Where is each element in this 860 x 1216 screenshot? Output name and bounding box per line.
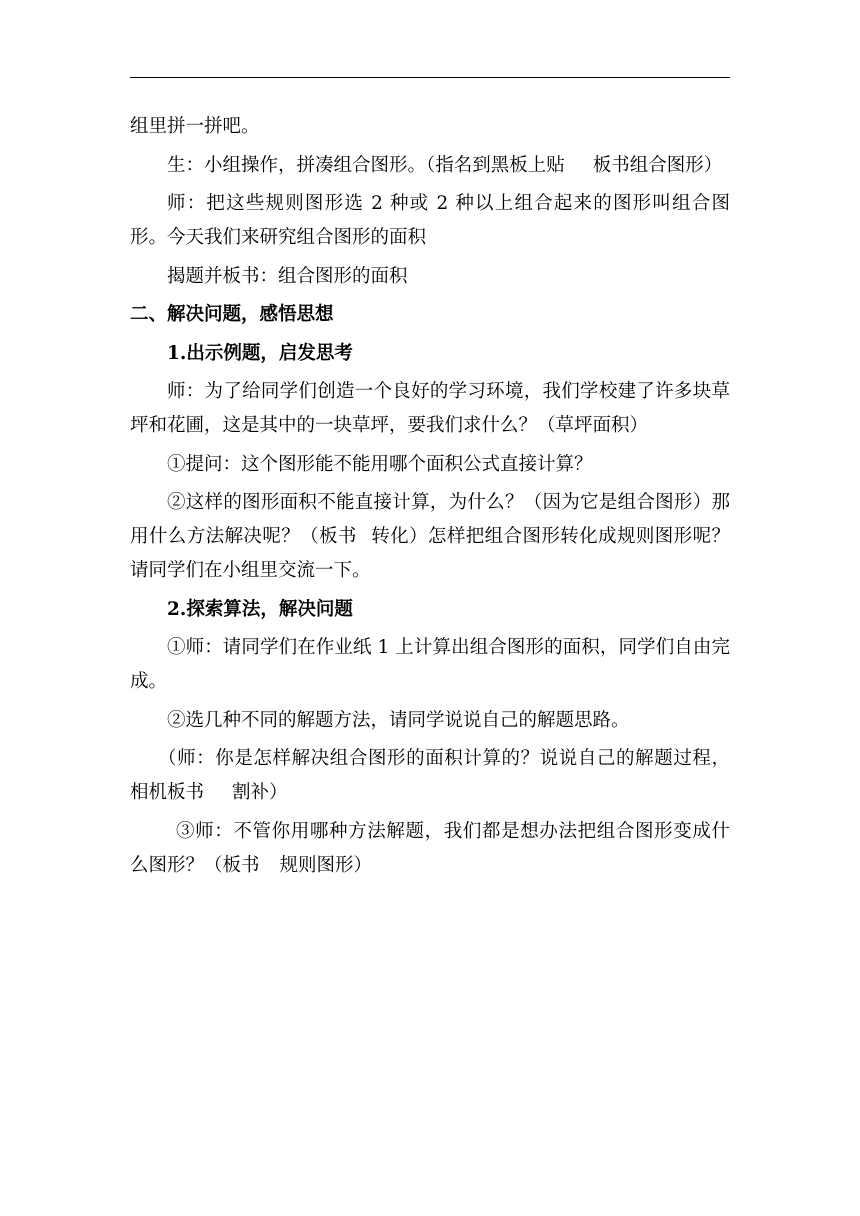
paragraph-8: ①师：请同学们在作业纸 1 上计算出组合图形的面积，同学们自由完成。 (130, 637, 730, 692)
paragraph-3: 师：把这些规则图形选 2 种或 2 种以上组合起来的图形叫组合图形。今天我们来研究组合图形的面积 (130, 193, 730, 248)
paragraph-1: 组里拼一拼吧。 (130, 116, 260, 137)
document-body (130, 110, 730, 887)
paragraph-9: ②选几种不同的解题方法，请同学说说自己的解题思路。 (167, 709, 630, 731)
subsection-heading-1: 1.出示例题，启发思考 (167, 342, 353, 364)
paragraph-5: 师：为了给同学们创造一个良好的学习环境，我们学校建了许多块草坪和花圃，这是其中的一块草坪，要我们求什么？（草坪面积） (130, 381, 730, 436)
subsection-heading-2: 2.探索算法，解决问题 (167, 598, 353, 620)
section-heading: 二、解决问题，感悟思想 (130, 304, 334, 325)
paragraph-11: ③师：不管你用哪种方法解题，我们都是想办法把组合图形变成什么图形？（板书 规则图形） (130, 820, 730, 876)
paragraph-10: （师：你是怎样解决组合图形的面积计算的？说说自己的解题过程，相机板书 割补） (130, 748, 730, 803)
paragraph-4: 揭题并板书：组合图形的面积 (167, 265, 408, 287)
paragraph-7: ②这样的图形面积不能直接计算，为什么？（因为它是组合图形）那用什么方法解决呢？（板书 转化）怎样把组合图形转化成规则图形呢？请同学们在小组里交流一下。 (130, 492, 730, 581)
paragraph-2: 生：小组操作，拼凑组合图形。（指名到黑板上贴 板书组合图形） (167, 154, 723, 176)
header-rule (130, 77, 730, 78)
paragraph-6: ①提问：这个图形能不能用哪个面积公式直接计算？ (167, 453, 593, 475)
